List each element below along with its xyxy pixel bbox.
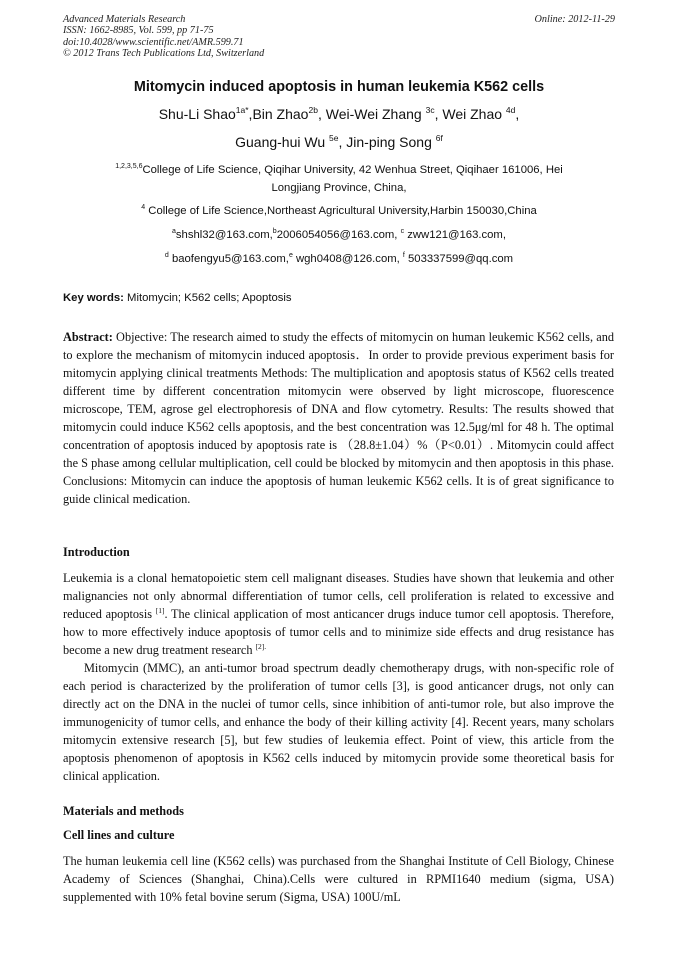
affiliation-1: $^{1,2,3,5,6}$College of Life Science, Qiqihar University, 42 Wenhua Street, Qiqihaer 161006, Hei Longjiang Province, China, xyxy=(115,163,563,194)
affiliation-sup: 4 xyxy=(141,204,146,211)
author-name: Shu-Li Shao xyxy=(158,106,236,122)
introduction-paragraph-2: Mitomycin (MMC), an anti-tumor broad spectrum deadly chemotherapy drugs, with non-specific role of each period is characterized by the proliferation of tumor cells [3], is good anticancer drugs, not only can directly act on the DNA in the nuclei of tumor cells, since inhibition of anti-tumor role, but also improve the immunogenicity of tumor cells, and enhance the body of their killing activity [4]. Recent years, many scholars mitomycin extensive research [5], but few studies of leukemia effect. Point of view, this article from the apoptosis phenomenon of apoptosis in K562 cells induced by mitomycin provide some theoretical basis for clinical application. xyxy=(63,661,614,784)
email-line-1: $^a$shshl32@163.com,$^b$2006054056@163.com, $^c$ zww121@163.com, xyxy=(172,228,506,241)
email-address: 503337599@qq.com xyxy=(404,253,514,265)
author-sup: 3c xyxy=(425,105,435,115)
subsection-heading-cell-lines: Cell lines and culture xyxy=(63,828,175,842)
author-name: Wei-Wei Zhang xyxy=(325,106,426,122)
author-name: Wei Zhao xyxy=(442,106,506,122)
author-sup: 2b xyxy=(308,105,318,115)
citation: [1] xyxy=(155,606,165,616)
email-address: 2006054056@163.com, xyxy=(276,229,401,241)
journal-name: Advanced Materials Research xyxy=(63,14,186,25)
email-address: shshl32@163.com, xyxy=(175,229,273,241)
paper-title: Mitomycin induced apoptosis in human leukemia K562 cells xyxy=(133,79,545,95)
email-line-2: $^d$ baofengyu5@163.com,$^e$ wgh0408@126.com, $^f$ 503337599@qq.com xyxy=(164,252,514,265)
author-line-1: Shu-Li Shao$^{1a*}$,Bin Zhao$^{2b}$, Wei-Wei Zhang $^{3c}$, Wei Zhao $^{4d}$, xyxy=(158,105,520,122)
affiliation-sup: 1,2,3,5,6 xyxy=(115,163,143,170)
author-sup: 4d xyxy=(505,105,516,115)
abstract-text: Objective: The research aimed to study the effects of mitomycin on human leukemic K562 cells, and to explore the mechanism of mitomycin induced apoptosis．In order to provide previous experiment basis for mitomycin applying clinical treatments Methods: The multiplication and apoptosis status of K562 cells treated different time by different concentration mitomycin were observed by light microscope, fluorescence microscope, TEM, agrose gel electrophoresis of DNA and flow cytometry. Results: The results showed that mitomycin could induce K562 cells apoptosis, and the best concentration was 12.5μg/ml for 48 h. The optimal concentration of apoptosis induced by apoptosis rate is （28.8±1.04）%（P<0.01）. Mitomycin could affect the S phase among cellular multiplication, cell could be blocked by mitomycin and then apoptosis in this phase. Conclusions: Mitomycin can induce the apoptosis of human leukemic K562 cells. It is of great significance to guide clinical medication. xyxy=(63,330,614,507)
author-sup: 1a* xyxy=(235,105,249,115)
journal-issn: ISSN: 1662-8985, Vol. 599, pp 71-75 xyxy=(63,25,214,37)
email-address: wgh0408@126.com, xyxy=(292,253,403,265)
email-address: zww121@163.com, xyxy=(404,229,506,241)
author-name: Guang-hui Wu xyxy=(235,134,330,150)
methods-paragraph-1: The human leukemia cell line (K562 cells) was purchased from the Shanghai Institute of Cell Biology, Chinese Academy of Sciences (Shanghai, China).Cells were cultured in RPMI1640 medium (sigma, USA) supplemented with 10% fetal bovine serum (Sigma, USA) 100U/mL xyxy=(63,854,614,905)
author-name: Bin Zhao xyxy=(252,106,309,122)
author-name: Jin-ping Song xyxy=(346,134,436,150)
author-sup: 5e xyxy=(329,133,339,143)
journal-header xyxy=(63,14,264,60)
affiliation-2: $^4$ College of Life Science,Northeast Agricultural University,Harbin 150030,China xyxy=(141,204,537,217)
journal-copyright: © 2012 Trans Tech Publications Ltd, Switzerland xyxy=(63,48,265,60)
abstract-label: Abstract: xyxy=(63,330,113,344)
citation: [2]. xyxy=(255,642,267,652)
keywords xyxy=(63,292,292,304)
author-sup: 6f xyxy=(435,133,443,143)
introduction-paragraph-1: Leukemia is a clonal hematopoietic stem cell malignant diseases. Studies have shown that leukemia and other malignancies not only abnormal differentiation of tumor cells, cell proliferation is related to excessive and reduced apoptosis [1]. The clinical application of most anticancer drugs induce tumor cell apoptosis. Therefore, how to more effectively induce apoptosis of tumor cells and to minimize side effects and drug resistance has become a new drug treatment research $^{[2].}$ xyxy=(63,571,614,658)
abstract xyxy=(63,328,614,508)
author-line-2: Guang-hui Wu $^{5e}$, Jin-ping Song $^{6f}$ xyxy=(235,133,443,150)
online-date: Online: 2012-11-29 xyxy=(534,14,615,25)
keywords-text: Mitomycin; K562 cells; Apoptosis xyxy=(123,292,292,304)
section-heading-introduction: Introduction xyxy=(63,545,130,559)
journal-doi: doi:10.4028/www.scientific.net/AMR.599.71 xyxy=(63,36,244,48)
section-heading-methods: Materials and methods xyxy=(63,804,184,818)
keywords-label: Key words: xyxy=(63,292,124,304)
email-address: baofengyu5@163.com, xyxy=(168,253,289,265)
